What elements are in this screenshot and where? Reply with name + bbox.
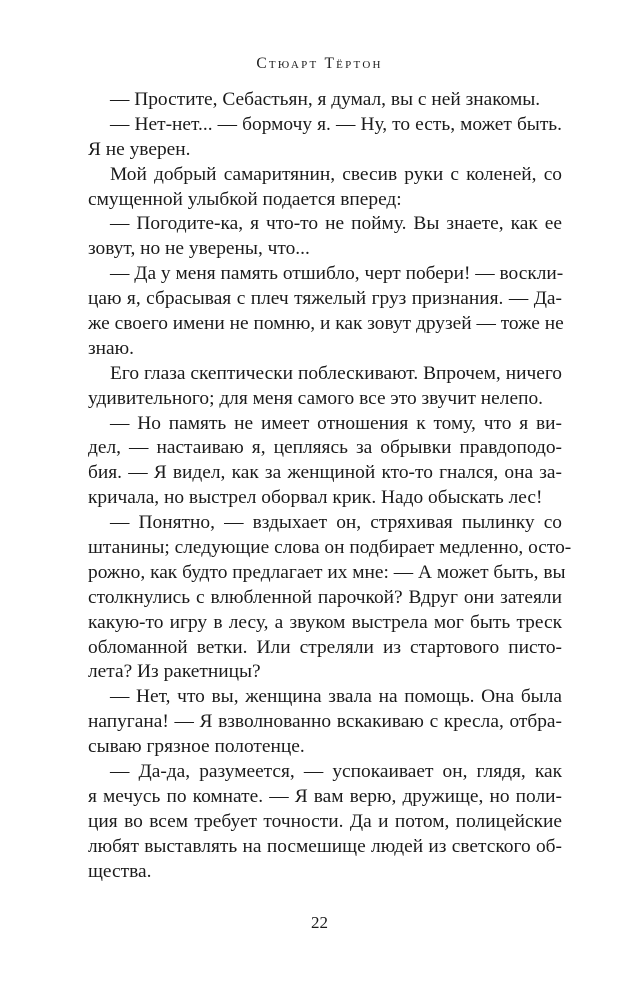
text-line: — Нет, что вы, женщина звала на помощь. Она была <box>110 686 562 708</box>
text-line: ция во всем требует точности. Да и потом, полицейские <box>88 810 562 832</box>
text-line: бия. — Я видел, как за женщиной кто-то гнался, она за- <box>88 462 562 484</box>
text-line: столкнулись с влюбленной парочкой? Вдруг они затеяли <box>88 586 562 608</box>
text-line: — Но память не имеет отношения к тому, что я ви- <box>110 412 562 434</box>
text-line: штанины; следующие слова он подбирает медленно, осто- <box>88 537 572 559</box>
text-line: Мой добрый самаритянин, свесив руки с коленей, со <box>110 163 562 185</box>
text-line: любят выставлять на посмешище людей из светского об- <box>88 835 562 857</box>
text-line: — Погодите-ка, я что-то не пойму. Вы знаете, как ее <box>110 213 562 235</box>
text-line: — Нет-нет... — бормочу я. — Ну, то есть, может быть. <box>110 113 562 135</box>
text-line: же своего имени не помню, и как зовут друзей — тоже не <box>88 313 564 335</box>
text-line: щества. <box>88 860 152 882</box>
body-text <box>88 88 572 885</box>
text-line: — Да у меня память отшибло, черт побери! — воскли- <box>110 263 564 285</box>
text-line: рожно, как будто предлагает их мне: — А может быть, вы <box>88 561 566 583</box>
text-line: — Простите, Себастьян, я думал, вы с ней знакомы. <box>110 89 541 110</box>
text-line: кричала, но выстрел оборвал крик. Надо обыскать лес! <box>88 487 543 509</box>
text-line: смущенной улыбкой подается вперед: <box>88 188 402 210</box>
text-line: — Да-да, разумеется, — успокаивает он, глядя, как <box>110 761 562 783</box>
text-line: цаю я, сбрасывая с плеч тяжелый груз признания. — Да- <box>88 288 562 310</box>
page-number: 22 <box>311 913 328 932</box>
text-line: я мечусь по комнате. — Я вам верю, дружище, но поли- <box>88 785 562 807</box>
text-line: сываю грязное полотенце. <box>88 736 305 758</box>
text-line: зовут, но не уверены, что... <box>88 238 310 260</box>
text-line: Я не уверен. <box>88 138 191 160</box>
text-line: лета? Из ракетницы? <box>88 661 261 683</box>
running-head: Стюарт Тёртон <box>256 55 383 72</box>
text-line: обломанной ветки. Или стреляли из стартового писто- <box>88 636 562 658</box>
text-line: знаю. <box>88 337 134 359</box>
text-line: напугана! — Я взволнованно вскакиваю с кресла, отбра- <box>88 711 562 733</box>
text-line: — Понятно, — вздыхает он, стряхивая пылинку со <box>110 512 562 534</box>
text-line: дел, — настаиваю я, цепляясь за обрывки правдоподо- <box>88 437 562 459</box>
text-line: Его глаза скептически поблескивают. Впрочем, ничего <box>110 362 562 384</box>
text-line: удивительного; для меня самого все это звучит нелепо. <box>88 387 543 409</box>
text-line: какую-то игру в лесу, а звуком выстрела мог быть треск <box>88 611 562 633</box>
